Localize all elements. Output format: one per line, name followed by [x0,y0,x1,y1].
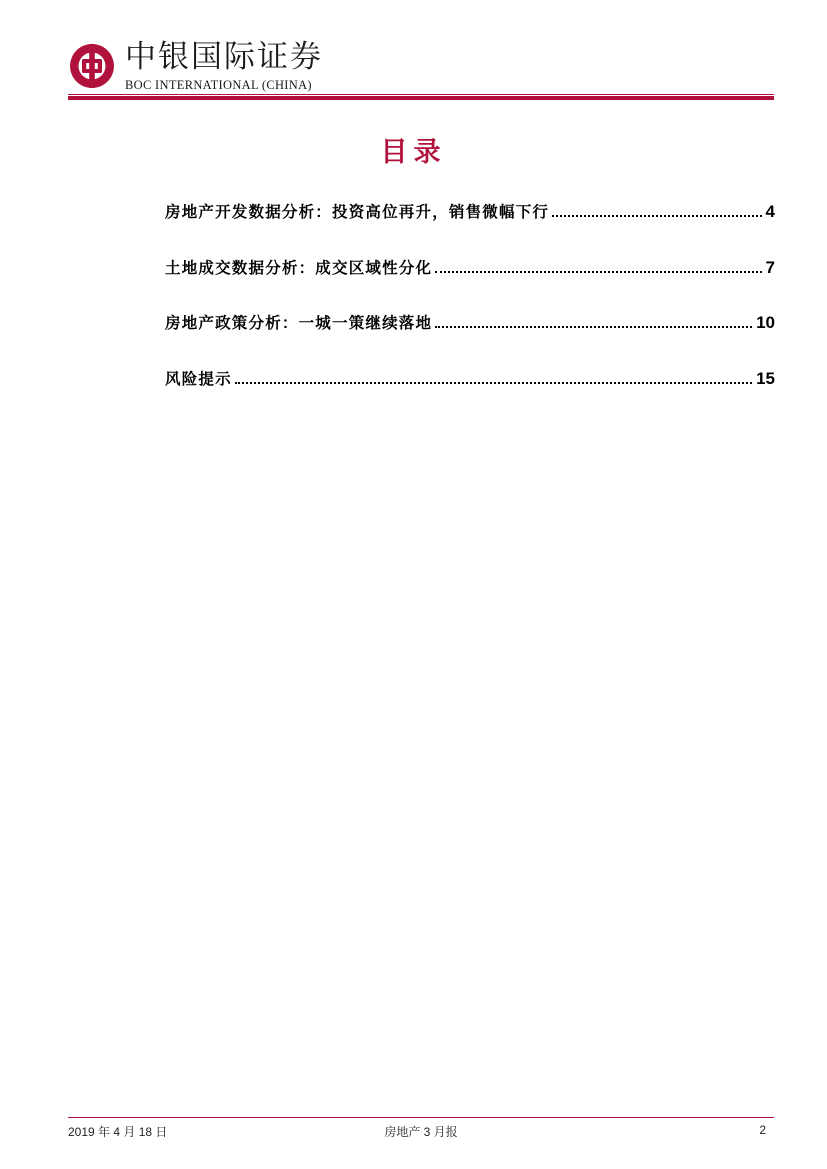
toc-leader-dots [435,326,752,328]
toc-entry-label: 房地产政策分析：一城一策继续落地 [165,314,433,332]
toc-entry-page: 4 [765,202,775,221]
page-header [0,0,827,110]
brand-name-en: BOC INTERNATIONAL (CHINA) [125,78,312,92]
toc-leader-dots [435,271,761,273]
toc-leader-dots [552,215,761,217]
toc-leader-dots [235,382,752,384]
footer-date: 2019 年 4 月 18 日 [68,1125,168,1139]
footer-page-number: 2 [759,1123,766,1137]
toc-entry-label: 风险提示 [165,370,232,388]
toc-entry[interactable] [165,363,775,389]
toc-entry[interactable] [165,307,775,333]
toc-title: 目录 [380,137,447,168]
toc-entry-page: 10 [756,313,775,332]
brand-name-cn: 中银国际证券 [125,39,323,75]
toc-entry-page: 15 [756,369,775,388]
toc-entry-label: 土地成交数据分析：成交区域性分化 [165,259,433,277]
footer-report-name: 房地产 3 月报 [384,1125,458,1139]
page-footer [68,1121,774,1141]
footer-divider [68,1117,774,1118]
header-divider-thin [68,94,774,95]
toc-entry-label: 房地产开发数据分析：投资高位再升，销售微幅下行 [165,203,550,221]
header-divider-thick [68,96,774,100]
toc-entry[interactable] [165,196,775,222]
toc-entry-page: 7 [765,258,775,277]
boc-logo-icon [68,42,116,90]
toc-entry[interactable] [165,252,775,278]
